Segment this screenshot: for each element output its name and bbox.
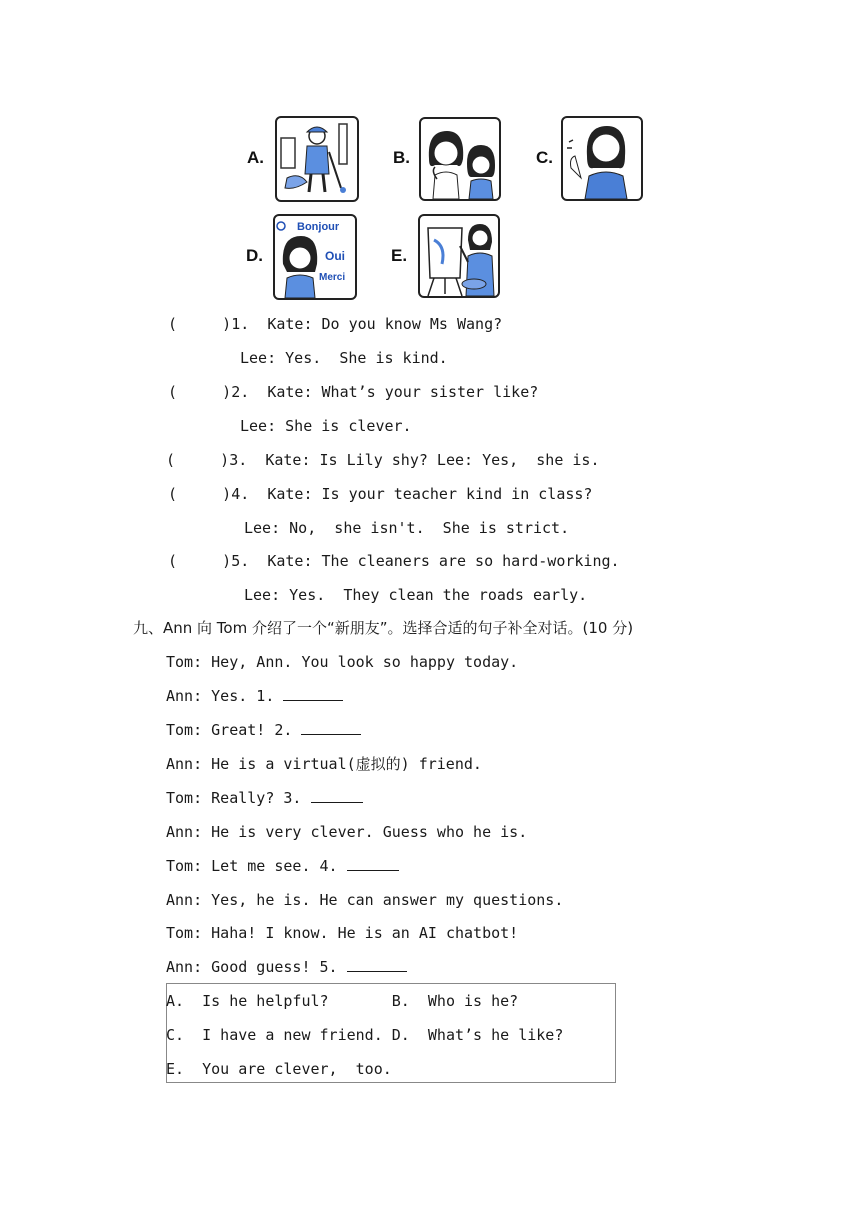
section-title: 九、Ann 向 Tom 介绍了一个“新朋友”。选择合适的句子补全对话。(10 分) [133,619,634,637]
answer-blank-5[interactable] [347,957,407,972]
option-line: A. Is he helpful? B. Who is he? [166,992,519,1010]
question-text: 5. Kate: The cleaners are so hard-working. [231,552,620,570]
dialogue-line: Tom: Haha! I know. He is an AI chatbot! [166,924,519,942]
dialogue-line: Ann: Yes. 1. [166,686,343,706]
answer-parenthesis[interactable]: ( ) [168,485,232,503]
dialogue-line: Tom: Really? 3. [166,788,363,808]
dialogue-line: Tom: Let me see. 4. [166,856,399,876]
question-1 [168,314,502,334]
dialogue-line: Tom: Hey, Ann. You look so happy today. [166,653,519,671]
word-merci: Merci [319,272,346,283]
question-text: 2. Kate: What’s your sister like? [231,383,539,401]
picture-label-b: B. [393,148,410,167]
dialogue-line: Ann: Yes, he is. He can answer my questions. [166,891,564,909]
question-text: 4. Kate: Is your teacher kind in class? [231,485,593,503]
road-cleaner-illustration-icon [275,116,359,202]
answer-blank-1[interactable] [283,686,343,701]
answer-blank-4[interactable] [347,856,399,871]
question-4 [168,484,592,504]
answer-1: Lee: Yes. She is kind. [240,349,448,367]
answer-blank-3[interactable] [311,788,363,803]
answer-parenthesis[interactable]: ( ) [168,552,232,570]
answer-2: Lee: She is clever. [240,417,412,435]
picture-label-a: A. [247,148,264,167]
question-2 [168,382,538,402]
two-girls-illustration-icon [419,117,501,201]
dialogue-line: Ann: Good guess! 5. [166,957,407,977]
answer-blank-2[interactable] [301,720,361,735]
option-line: C. I have a new friend. D. What’s he like? [166,1026,564,1044]
picture-label-e: E. [391,246,408,265]
girl-french-words-illustration-icon [273,214,357,300]
girl-painting-illustration-icon [418,214,500,298]
answer-5: Lee: Yes. They clean the roads early. [244,586,588,604]
answer-parenthesis[interactable]: ( ) [166,451,230,469]
word-oui: Oui [325,249,345,263]
answer-4: Lee: No, she isn't. She is strict. [244,519,570,537]
dialogue-line: Ann: He is a virtual(虚拟的) friend. [166,755,482,773]
word-bonjour: Bonjour [297,221,340,233]
dialogue-line: Tom: Great! 2. [166,720,361,740]
waving-woman-illustration-icon [561,116,643,201]
question-text: 1. Kate: Do you know Ms Wang? [231,315,503,333]
option-line: E. You are clever, too. [166,1060,392,1078]
answer-parenthesis[interactable]: ( ) [168,383,232,401]
picture-label-d: D. [246,246,263,265]
question-text: 3. Kate: Is Lily shy? Lee: Yes, she is. [229,451,600,469]
answer-parenthesis[interactable]: ( ) [168,315,232,333]
dialogue-line: Ann: He is very clever. Guess who he is. [166,823,528,841]
question-5 [168,551,620,571]
question-3 [166,450,599,470]
picture-label-c: C. [536,148,553,167]
